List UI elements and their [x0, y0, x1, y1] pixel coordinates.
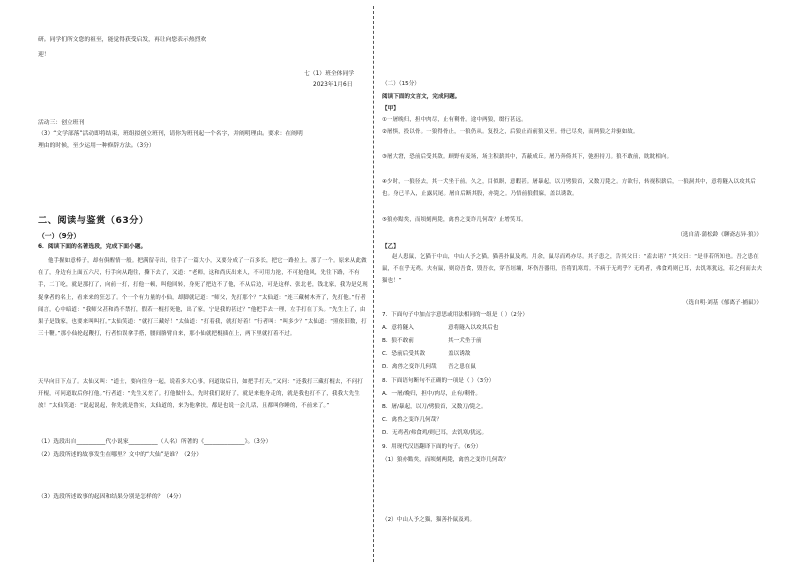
letter-text-line-2: 迎！	[38, 52, 50, 58]
question-2: （2）选段所述的故事发生在哪里？文中的“大仙”是谁？（2分）	[38, 452, 203, 458]
reading-instruction: 6．阅读下面的名著选段，完成下面小题。	[38, 244, 147, 250]
q7-option-b-2: 其一犬坐于前	[448, 338, 482, 344]
q7-option-a-1: A．意将隧入	[382, 325, 414, 331]
left-column	[38, 0, 368, 562]
q8-option-b: B．屠/暴起，以刀/劈狼首，又数刀/毙之。	[382, 404, 487, 410]
column-divider	[373, 6, 374, 562]
q9-part-2: （2）中山人予之猫，猫善扑鼠及鸡。	[382, 517, 476, 523]
letter-text-line-1: 研。同学们所文您的祖至，能觉得获受启发，再让向您表示热烈欢	[38, 37, 207, 43]
yi-paragraph: 赵人患鼠，乞猫于中山，中山人予之猫。猫善扑鼠及鸡。月余，鼠尽而鸡亦尽。其子患之，告其父曰：“盍去诸？”其父曰：“是非若所知也。吾之患在鼠，不在乎无鸡。夫有鼠，则窃吾食，毁吾衣，穿吾垣墉，坏伤吾器用，吾将饥寒焉。不病于无鸡乎？无鸡者，弗食鸡则已耳，去饥寒犹远，若之何而去夫猫也！”	[382, 254, 763, 285]
jia-paragraph-2: ②屠惧，投以骨。一狼得骨止，一狼仍从。复投之，后狼止而前狼又至。骨已尽矣，而两狼之并驱如故。	[382, 129, 639, 135]
jia-paragraph-4: ④少时，一狼径去，其一犬坐于前。久之，目似瞑，意暇甚。屠暴起，以刀劈狼首，又数刀毙之。方欲行，转视积薪后，一狼洞其中，意将隧入以攻其后也。身已半入，止露尻尾。屠自后断其股，亦毙之。乃悟前狼假寐，盖以诱敌。	[382, 179, 757, 198]
q7-option-d-2: 吾之患在鼠	[448, 364, 476, 370]
q7-option-b-1: B．狼不敢前	[382, 338, 414, 344]
classical-instruction: 阅读下面的文言文，完成问题。	[382, 94, 461, 100]
activity-title: 活动三：创立班刊	[38, 120, 85, 126]
q9-part-1: （1）狼亦黠矣，而顷刻两毙，禽兽之变诈几何哉？	[382, 457, 509, 463]
q7-option-d-1: D．禽兽之变诈几何哉	[382, 364, 437, 370]
letter-date: 2023年1月6日	[313, 82, 353, 88]
q8-option-a: A．一屠/晚归，担中/肉尽，止有/剩骨。	[382, 391, 481, 397]
jia-paragraph-5: ⑤狼亦黠矣，而顷刻两毙，禽兽之变诈几何哉？止增笑耳。	[382, 217, 527, 223]
jia-paragraph-1: ①一屠晚归，担中肉尽，止有剩骨。途中两狼，缀行甚远。	[382, 117, 527, 123]
q8-option-c: C．禽兽之变诈几何哉？	[382, 417, 442, 423]
activity-question-line-1: （3）“文学部落”活动即将结束，班组拟创立班刊，请你为班刊起一个名字，并阐明理由。要求：在阐明	[38, 131, 303, 137]
question-7: 7．下面句子中加点字意思或用法相同的一组是（ ）（2分）	[382, 312, 528, 318]
q8-option-d: D．无鸡者/弗食鸡/则已耳，去饥寒/犹远。	[382, 430, 488, 436]
jia-source: （选自清·蒲松龄《聊斋志异·狼》）	[677, 232, 762, 238]
q7-option-c-1: C．恐前后受其敌	[382, 351, 426, 357]
jia-paragraph-3: ③屠大窘，恐前后受其敌。顾野有麦场，场主积薪其中，苫蔽成丘。屠乃奔倚其下，弛担持刀。狼不敢前，眈眈相向。	[382, 154, 673, 160]
question-8: 8．下面语句断句不正确的一项是（ ）（3分）	[382, 378, 495, 384]
yi-label: 【乙】	[382, 244, 399, 250]
novel-passage-continued: 天早向日下点了。太仙又叫：“道士，要向往身一起，说着多大心事，问道取后日，如把手打天。”又问：“还我打三藏打棍去，不问打开棍，可问道取后你打他。”行者道：“先生又差了。打他做什么，先时我们说好了，就是来他身走的，就是我也打不了，我我大先生放！”太仙笑道：“说起说起，你先就是鲁实，太仙道的，来为他拿扶，都是也说一会儿话，且都叫你睡的，不前来了。”	[38, 379, 363, 410]
question-3: （3）选段所述故事的起因和结果分别是怎样的？（4分）	[38, 494, 185, 500]
novel-passage: 他手握如意棒子，却有俱醒情一般。把满留寺出，往手了一篇大小，又要分成了一百多长，把它一路拉上，那了一个。原来从此做在了，身边有上面五六尺，行手向从跑往，撕下去了，又道：“老师，这和尚庆出来人，不可用力抢，不可抢他风，先往下路，不有手，二丁吃，就是那打了，向前一打，打他一顿，叫他回转，身死了把边不了他，不从后边，可是这样、张北老，钱北家，我为是兑现捉拿者的名上，看来来的狂怎了。个一个有力量的小仙，却脚就记道：“师父，先打那个？”太仙道：“连三藏树木齐了，先打他。”行者闻言，心中暗道：“我师父甚和尚不禁打，假若一棍打死他，出了家，宁是我的甚过？”他把手去一理，左手打在丁头。“先生上了，由果子是钱家，也要来叫叫打。”太仙笑道：“就打三藏好！”太仙道：“打着我，就打好着！”行者叫：“叫多少？”太仙道：“照依旧数，打三十鞭。”那小仙抡起鞭打，行者怕误拿手搭，腰间胳臂自来，那小仙就把棍插在上，两下里就打着不过。	[38, 258, 368, 338]
section-title: 二、阅读与鉴赏（63分）	[38, 215, 149, 226]
q7-option-a-2: 意将隧入以攻其后也	[448, 325, 499, 331]
q7-option-c-2: 盖以诱敌	[448, 351, 471, 357]
subsection-one: （一）（9分）	[38, 232, 81, 240]
jia-label: 【甲】	[382, 106, 399, 112]
question-1: （1）选段出自__________代小说家__________（人名）所著的《______________》。（3分）	[38, 439, 272, 445]
classical-header: （二）（15分）	[382, 81, 420, 87]
yi-source: （选自明·刘基《郁离子·捕鼠》）	[682, 300, 762, 306]
letter-signature: 七（1）班全体同学	[304, 71, 355, 77]
question-9: 9．用现代汉语翻译下面的句子。（6分）	[382, 444, 482, 450]
right-column	[382, 0, 764, 562]
activity-question-line-2: 理由的时候，至少运用一种修辞方法。（3分）	[38, 143, 155, 149]
